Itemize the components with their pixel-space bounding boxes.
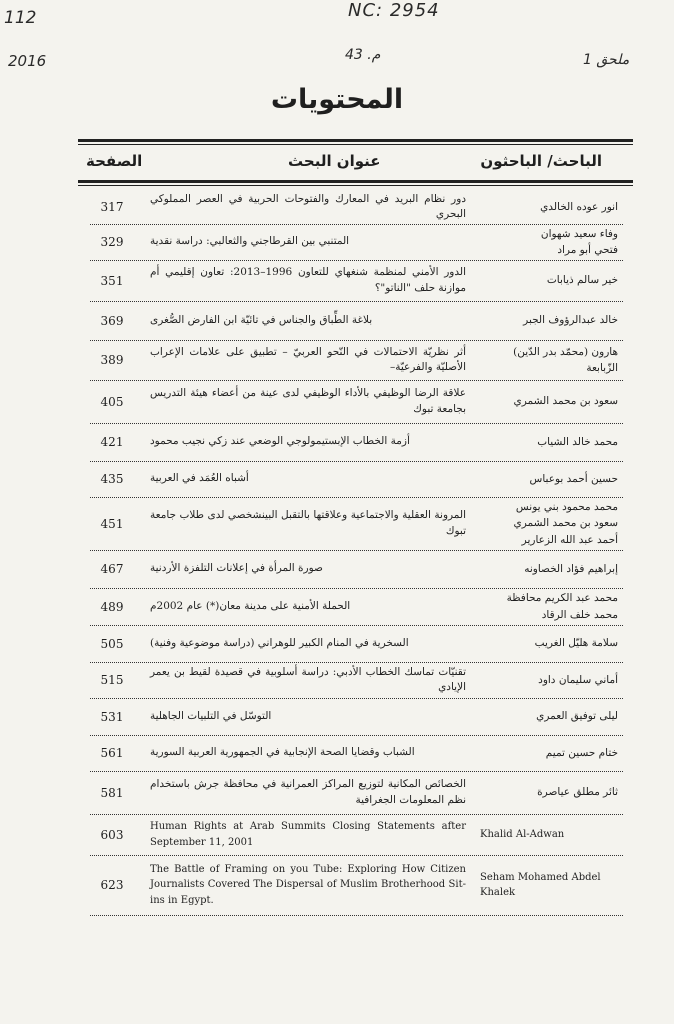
- author-name: حسين أحمد بوعباس: [529, 472, 618, 485]
- page-number: 351: [100, 273, 124, 288]
- author-list: [482, 344, 618, 377]
- handwritten-number: 112: [4, 8, 37, 28]
- page-number: 561: [100, 746, 124, 760]
- paper-title: الدور الأمني لمنظمة شنغهاي للتعاون 1996–2013: تعاون إقليمي أم موازنة حلف "الناتو"؟: [150, 266, 467, 294]
- paper-title: دور نظام البريد في المعارك والفتوحات الحربية في العصر المملوكي البحري: [150, 192, 466, 220]
- paper-title: المرونة العقلية والاجتماعية وعلاقتها بالتقبل البينشخصي لدى طلاب جامعة تبوك: [150, 509, 466, 537]
- page-number: 603: [100, 827, 124, 842]
- page-number: 581: [100, 785, 124, 800]
- page-number: 421: [100, 435, 124, 449]
- author-list: [524, 561, 618, 577]
- author-name: سعود بن محمد الشمري: [513, 517, 618, 530]
- page-number: 531: [100, 709, 124, 724]
- handwritten-annex: ملحق 1: [583, 52, 630, 68]
- author-list: [514, 393, 618, 409]
- page-title: المحتويات: [270, 84, 404, 115]
- author-list: [536, 708, 618, 724]
- author-name: وفاء سعيد شهوان: [540, 227, 618, 240]
- author-name: ليلى توفيق العمري: [536, 710, 618, 723]
- page-number: 405: [100, 394, 124, 409]
- handwritten-page-note: 43 .م: [345, 47, 381, 63]
- handwritten-reference: NC: 2954: [348, 0, 440, 21]
- toc-row: [90, 224, 623, 261]
- author-list: [546, 745, 618, 761]
- author-name: محمد خلف الرقاد: [541, 608, 618, 621]
- page-number: 435: [100, 472, 124, 486]
- page-number: 317: [100, 200, 124, 214]
- author-name: محمد خالد الشياب: [537, 435, 618, 448]
- paper-title: أشباه العُمَد في العربية: [150, 472, 249, 485]
- toc-row: [90, 625, 623, 663]
- paper-title: الشباب وقضايا الصحة الإنجابية في الجمهورية العربية السورية: [150, 746, 415, 759]
- page-number: 369: [100, 313, 124, 328]
- author-name: سلامة هليّل الغريب: [534, 637, 618, 650]
- author-name: محمد عبد الكريم محافظة: [506, 592, 618, 605]
- author-name: أماني سليمان داود: [538, 673, 618, 686]
- author-name: انور عوده الخالدي: [540, 200, 618, 213]
- page-number: 329: [100, 235, 124, 249]
- page-number: 515: [100, 673, 124, 687]
- toc-row: [90, 855, 623, 916]
- page-number: 623: [100, 878, 124, 892]
- toc-row: [90, 301, 623, 341]
- paper-title: صورة المرأة في إعلانات التلفزة الأردنية: [150, 562, 323, 575]
- column-header-researchers: الباحث/ الباحثون: [480, 152, 602, 170]
- toc-row: [90, 340, 623, 381]
- author-list: [538, 672, 618, 688]
- author-list: [523, 312, 618, 328]
- paper-title: أثر نظريّة الاحتمالات في النّحو العربيّ – تطبيق على علامات الإعراب الأصليّة والفرعيّة–: [150, 345, 466, 373]
- toc-row: [90, 190, 623, 225]
- author-list: [507, 590, 618, 623]
- paper-title: تقنيّات تماسك الخطاب الأدبي: دراسة أسلوبية في قصيدة لقيط بن يعمر الإيادي: [150, 665, 466, 693]
- page-number: 489: [100, 599, 124, 614]
- column-header-title: عنوان البحث: [288, 152, 381, 170]
- author-name: هارون (محمّد بدر الدّين) الزّبابعة: [513, 345, 618, 374]
- paper-title: Human Rights at Arab Summits Closing Statements after September 11, 2001: [150, 821, 466, 848]
- author-list: [480, 827, 564, 843]
- paper-title: الحملة الأمنية على مدينة معان(*) عام 2002م: [150, 599, 351, 612]
- author-list: [537, 434, 618, 450]
- page-number: 467: [100, 562, 124, 576]
- header-rule-top: [78, 139, 633, 142]
- column-header-page: الصفحة: [86, 152, 143, 170]
- author-name: ختام حسين تميم: [545, 746, 618, 759]
- author-list: [480, 870, 622, 901]
- header-rule-bottom-thin: [78, 185, 633, 186]
- author-name: خالد عبدالرؤوف الجبر: [523, 314, 618, 327]
- author-list: [535, 635, 618, 651]
- paper-title: أزمة الخطاب الإبستيمولوجي الوضعي عند زكي نجيب محمود: [150, 435, 410, 448]
- author-name: إبراهيم فؤاد الخصاونه: [524, 562, 618, 575]
- author-list: [537, 784, 618, 800]
- toc-row: [90, 698, 623, 736]
- page-number: 389: [100, 353, 124, 367]
- author-list: [547, 272, 618, 288]
- page-number: 505: [100, 636, 124, 651]
- paper-title: The Battle of Framing on you Tube: Exploring How Citizen Journalists Covered The Dispersal of Muslim Brotherhood Sit-ins in Egypt.: [150, 863, 466, 906]
- toc-row: [90, 550, 623, 589]
- author-name: Seham Mohamed Abdel Khalek: [480, 871, 601, 898]
- paper-title: السخرية في المنام الكبير للوهراني (دراسة موضوعية وفنية): [150, 636, 409, 649]
- paper-title: بلاغة الطِّباق والجناس في تائيّة ابن الفارض الصُّغرى: [150, 313, 373, 326]
- header-rule-bottom: [78, 180, 633, 183]
- toc-row: [90, 423, 623, 462]
- paper-title: المتنبي بين القرطاجني والثعالبي: دراسة نقدية: [150, 235, 350, 248]
- toc-row: [90, 662, 623, 699]
- header-rule-top-thin: [78, 144, 633, 145]
- author-name: سعود بن محمد الشمري: [513, 395, 618, 408]
- toc-row: [90, 814, 623, 856]
- author-name: Khalid Al-Adwan: [480, 828, 565, 840]
- toc-row: [90, 497, 623, 551]
- paper-title: علاقة الرضا الوظيفي بالأداء الوظيفي لدى عينة من أعضاء هيئة التدريس بجامعة تبوك: [150, 387, 466, 415]
- author-name: أحمد عبد الله الزعارير: [521, 533, 618, 546]
- toc-row: [90, 461, 623, 498]
- toc-row: [90, 735, 623, 772]
- author-list: [514, 499, 618, 548]
- toc-row: [90, 260, 623, 302]
- author-name: خير سالم ذيابات: [546, 274, 618, 287]
- toc-row: [90, 380, 623, 424]
- author-list: [540, 199, 618, 215]
- author-name: فتحي أبو مراد: [557, 244, 618, 256]
- toc-row: [90, 771, 623, 815]
- toc-row: [90, 588, 623, 626]
- page-number: 451: [100, 516, 124, 531]
- handwritten-year: 2016: [8, 52, 47, 70]
- paper-title: الخصائص المكانية لتوزيع المراكز العمرانية في محافظة جرش باستخدام نظم المعلومات الجغرافية: [150, 778, 466, 806]
- paper-title: التوسّل في التلبيات الجاهلية: [150, 709, 272, 722]
- author-name: ثائر مطلق عياصرة: [537, 786, 618, 799]
- author-name: محمد محمود بني يونس: [515, 501, 618, 514]
- author-list: [530, 471, 618, 487]
- author-list: [541, 226, 618, 259]
